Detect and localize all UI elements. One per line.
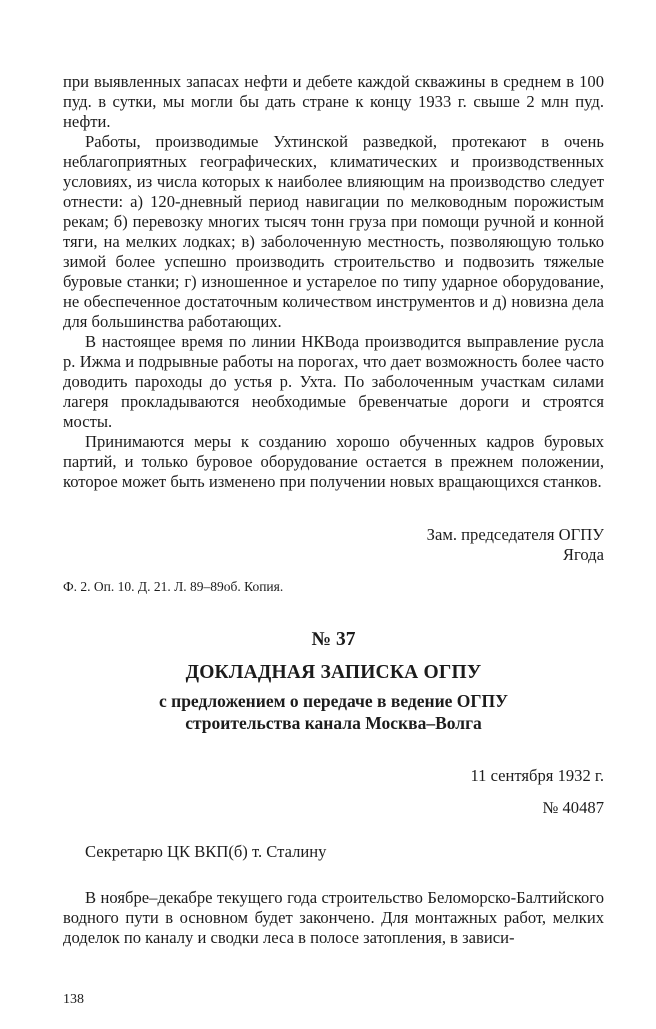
document-title: ДОКЛАДНАЯ ЗАПИСКА ОГПУ — [185, 662, 482, 683]
page-number: 138 — [63, 992, 84, 1007]
paragraph-3: В настоящее время по линии НКВода производится выправление русла р. Ижма и подрывные работы на порогах, что дает возможность более часто доводить пароходы до устья р. Ухта. По заболоченным участкам силами лагеря прокладываются необходимые бревенчатые дороги и строятся мосты. — [63, 332, 604, 431]
paragraph-2: Работы, производимые Ухтинской разведкой, протекают в очень неблагоприятных географических, климатических и производственных условиях, из числа которых к наиболее влияющим на производство следует отнести: а) 120-дневный период навигации по мелководным порожистым рекам; б) перевозку многих тысяч тонн груза при помощи ручной и конной тяги, на мелких лодках; в) заболоченную местность, позволяющую только зимой более успешно производить строительство и подвозить тяжелые буровые станки; г) изношенное и устарелое по типу ударное оборудование, не обеспеченное достаточным количеством инструментов и д) новизна дела для большинства работающих. — [63, 132, 604, 331]
document-reg-number: № 40487 — [542, 798, 604, 817]
document-number: № 37 — [311, 629, 356, 650]
document-body-paragraph: В ноябре–декабре текущего года строительство Беломорско-Балтийского водного пути в основном будет закончено. Для монтажных работ, мелких доделок по каналу и сводки леса в полосе затопления, в зависи- — [63, 888, 604, 947]
signature-block — [63, 525, 604, 565]
document-addressee: Секретарю ЦК ВКП(б) т. Сталину — [85, 842, 327, 861]
archive-source-note: Ф. 2. Оп. 10. Д. 21. Л. 89–89об. Копия. — [63, 579, 284, 594]
document-date: 11 сентября 1932 г. — [470, 766, 604, 785]
signature-name: Ягода — [562, 545, 604, 564]
paragraph-4: Принимаются меры к созданию хорошо обученных кадров буровых партий, и только буровое оборудование остается в прежнем положении, которое может быть изменено при получении новых вращающихся станков. — [63, 432, 604, 491]
signature-position: Зам. председателя ОГПУ — [426, 525, 604, 544]
document-subtitle-line-1: с предложением о передаче в ведение ОГПУ — [158, 691, 509, 711]
document-subtitle-line-2: строительства канала Москва–Волга — [185, 713, 482, 733]
paragraph-1: при выявленных запасах нефти и дебете каждой скважины в среднем в 100 пуд. в сутки, мы могли бы дать стране к концу 1933 г. свыше 2 млн пуд. нефти. — [63, 72, 604, 131]
document-page — [63, 72, 604, 948]
document-subtitle — [63, 690, 604, 734]
